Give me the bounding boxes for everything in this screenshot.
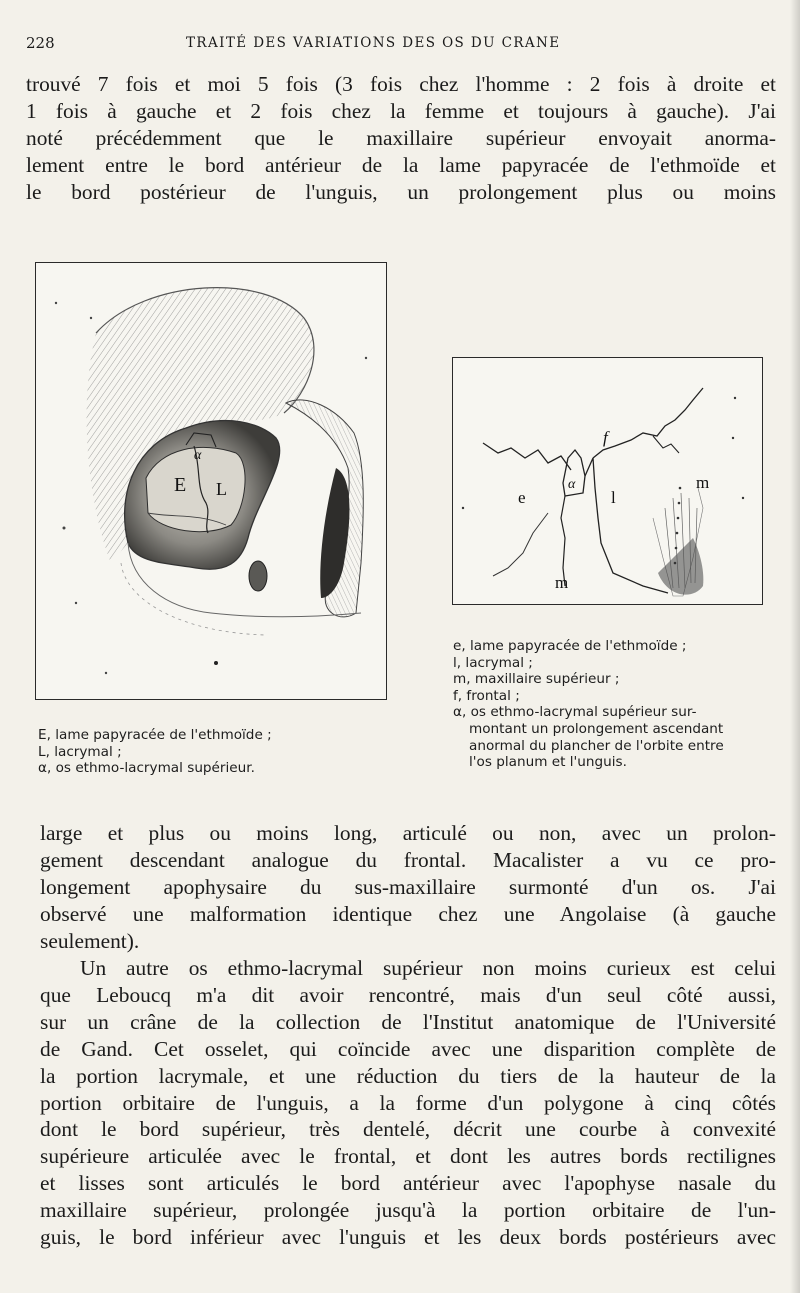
caption-line: L, lacrymal ; [38,743,122,760]
caption-line: e, lame papyracée de l'ethmoïde ; [453,638,687,654]
text-line: guis, le bord inférieur avec l'unguis et les deux bords postérieurs avec [40,1225,776,1250]
text-line: observé une malformation identique chez une Angolaise (à gauche [40,901,776,926]
page-edge-shadow [790,0,800,1293]
text-line: de Gand. Cet osselet, qui coïncide avec une disparition complète de [40,1036,776,1061]
caption-line: l'os planum et l'unguis. [469,754,627,771]
text-line: dont le bord supérieur, très dentelé, décrit une courbe à convexité [40,1117,776,1142]
caption-right [453,638,724,771]
text-line: lement entre le bord antérieur de la lame papyracée de l'ethmoïde et [26,152,776,177]
caption-left [38,727,272,777]
text-line: large et plus ou moins long, articulé ou non, avec un prolon- [40,821,776,845]
text-line: trouvé 7 fois et moi 5 fois (3 fois chez l'homme : 2 fois à droite et [26,72,776,96]
figure-label-e: e [518,488,526,507]
page-header [26,34,776,54]
text-line: seulement). [40,928,140,953]
paragraph-bottom [40,955,776,1251]
figure-left-orbit-drawing [35,262,387,700]
figure-label-alpha: α [194,448,202,463]
text-line: que Leboucq m'a dit avoir rencontré, mais d'un seul côté aussi, [40,982,776,1007]
text-line: 1 fois à gauche et 2 fois chez la femme et toujours à gauche). J'ai [26,98,776,123]
text-line: le bord postérieur de l'unguis, un prolongement plus ou moins [26,179,776,204]
text-line: et lisses sont articulés le bord antérieur avec l'apophyse nasale du [40,1171,776,1196]
figure-label-f: f [603,428,608,447]
caption-line: f, frontal ; [453,687,520,704]
text-line: la portion lacrymale, et une réduction du tiers de la hauteur de la [40,1063,776,1088]
orbit-illustration [36,263,386,699]
text-line: gement descendant analogue du frontal. Macalister a vu ce pro- [40,847,776,872]
figure-label-E: E [174,474,187,496]
text-line: sur un crâne de la collection de l'Institut anatomique de l'Université [40,1009,776,1034]
text-line: maxillaire supérieur, prolongée jusqu'à la portion orbitaire de l'un- [40,1198,776,1223]
figure-label-m-top: m [696,473,710,492]
caption-line: α, os ethmo-lacrymal supérieur sur- [453,704,697,721]
figure-label-l: l [611,488,616,507]
text-line: Un autre os ethmo-lacrymal supérieur non moins curieux est celui [80,956,776,980]
infraorbital-foramen [249,561,267,591]
caption-line: l, lacrymal ; [453,654,533,671]
caption-line: montant un prolongement ascendant [469,720,724,737]
suture-frontolacrymal [593,388,703,458]
suture-lacrymo-maxillary [585,458,668,593]
text-line: portion orbitaire de l'unguis, a la forme d'un polygone à cinq côtés [40,1090,776,1115]
running-title: TRAITÉ DES VARIATIONS DES OS DU CRANE [186,35,561,51]
page-number: 228 [26,34,55,52]
caption-line: anormal du plancher de l'orbite entre [469,737,724,754]
caption-line: α, os ethmo-lacrymal supérieur. [38,760,255,777]
paragraph-middle [40,820,776,955]
suture-frontoethmoidal [483,443,571,470]
caption-line: E, lame papyracée de l'ethmoïde ; [38,727,272,743]
caption-line: m, maxillaire supérieur ; [453,671,620,688]
text-line: noté précédemment que le maxillaire supérieur envoyait anorma- [26,125,776,150]
figure-right-suture-schematic [452,357,763,605]
paragraph-top [26,71,776,206]
figure-label-m-bottom: m [555,573,569,592]
figure-label-L: L [216,479,227,499]
suture-schematic [453,358,762,604]
text-line: longement apophysaire du sus-maxillaire surmonté d'un os. J'ai [40,874,776,899]
text-line: supérieure articulée avec le frontal, et dont les autres bords rectilignes [40,1144,776,1169]
figure-label-alpha: α [568,477,576,492]
